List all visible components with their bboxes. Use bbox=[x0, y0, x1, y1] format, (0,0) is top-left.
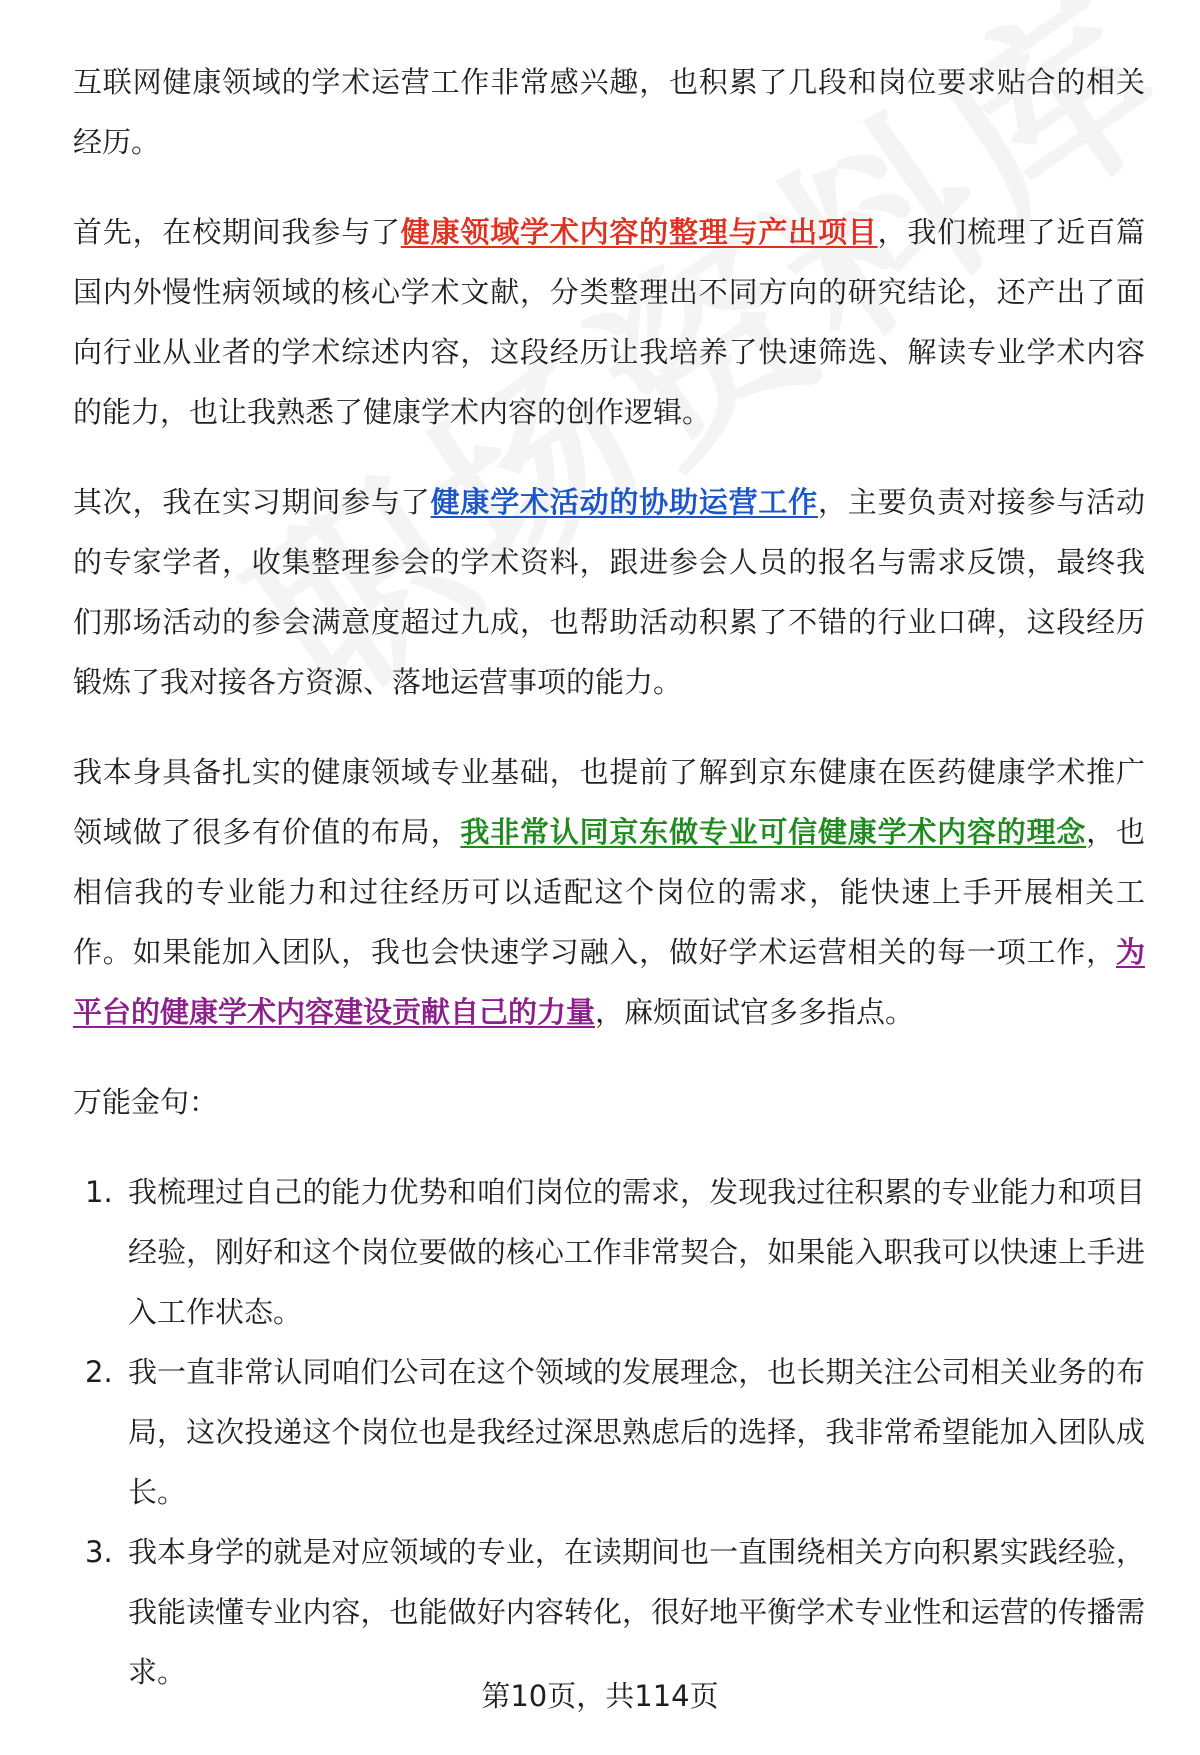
highlight-project: 健康领域学术内容的整理与产出项目 bbox=[400, 215, 878, 249]
paragraph-text: ，主要负责对接参与活动的专家学者，收集整理参会的学术资料，跟进参会人员的报名与需求反馈，最终我们那场活动的参会满意度超过九成，也帮助活动积累了不错的行业口碑，这段经历锻炼了我对接各方资源、落地运营事项的能力。 bbox=[73, 485, 1145, 699]
paragraph-text: ，我们梳理了近百篇国内外慢性病领域的核心学术文献，分类整理出不同方向的研究结论，还产出了面向行业从业者的学术综述内容，这段经历让我培养了快速筛选、解读专业学术内容的能力，也让我熟悉了健康学术内容的创作逻辑。 bbox=[73, 215, 1145, 429]
list-number: 1. bbox=[85, 1175, 113, 1209]
list-item-text: 我一直非常认同咱们公司在这个领域的发展理念，也长期关注公司相关业务的布局，这次投递这个岗位也是我经过深思熟虑后的选择，我非常希望能加入团队成长。 bbox=[128, 1355, 1145, 1509]
paragraph-intro: 互联网健康领域的学术运营工作非常感兴趣，也积累了几段和岗位要求贴合的相关经历。 bbox=[73, 65, 1145, 159]
section-heading-golden-sentences: 万能金句： bbox=[73, 1085, 219, 1119]
list-item-text: 我梳理过自己的能力优势和咱们岗位的需求，发现我过往积累的专业能力和项目经验，刚好和这个岗位要做的核心工作非常契合，如果能入职我可以快速上手进入工作状态。 bbox=[128, 1175, 1145, 1329]
paragraph-text: 我本身具备扎实的健康领域专业基础，也提前了解到京东健康在医药健康学术推广领域做了很多有价值的布局， bbox=[73, 755, 1145, 849]
paragraph-text: 首先，在校期间我参与了 bbox=[73, 215, 401, 249]
paragraph-text: 其次，我在实习期间参与了 bbox=[73, 485, 431, 519]
golden-sentences-list bbox=[73, 1162, 1145, 1702]
list-item bbox=[73, 1162, 1145, 1342]
paragraph-school-experience bbox=[73, 202, 1145, 442]
page-number-footer: 第10页，共114页 bbox=[481, 1679, 719, 1713]
highlight-identity: 我非常认同京东做专业可信健康学术内容的理念 bbox=[460, 815, 1087, 849]
paragraph-internship-experience bbox=[73, 472, 1145, 712]
paragraph-text: ，也相信我的专业能力和过往经历可以适配这个岗位的需求，能快速上手开展相关工作。如果能加入团队，我也会快速学习融入，做好学术运营相关的每一项工作， bbox=[73, 815, 1145, 969]
list-number: 2. bbox=[85, 1355, 113, 1389]
highlight-internship: 健康学术活动的协助运营工作 bbox=[430, 485, 818, 519]
document-body bbox=[73, 52, 1145, 1702]
highlight-contribution: 为平台的健康学术内容建设贡献自己的力量 bbox=[73, 935, 1145, 1029]
list-item bbox=[73, 1342, 1145, 1522]
list-number: 3. bbox=[85, 1535, 113, 1569]
paragraph-text: ，麻烦面试官多多指点。 bbox=[595, 995, 915, 1029]
paragraph-motivation bbox=[73, 742, 1145, 1042]
list-item-text: 我本身学的就是对应领域的专业，在读期间也一直围绕相关方向积累实践经验，我能读懂专业内容，也能做好内容转化，很好地平衡学术专业性和运营的传播需求。 bbox=[128, 1535, 1145, 1689]
